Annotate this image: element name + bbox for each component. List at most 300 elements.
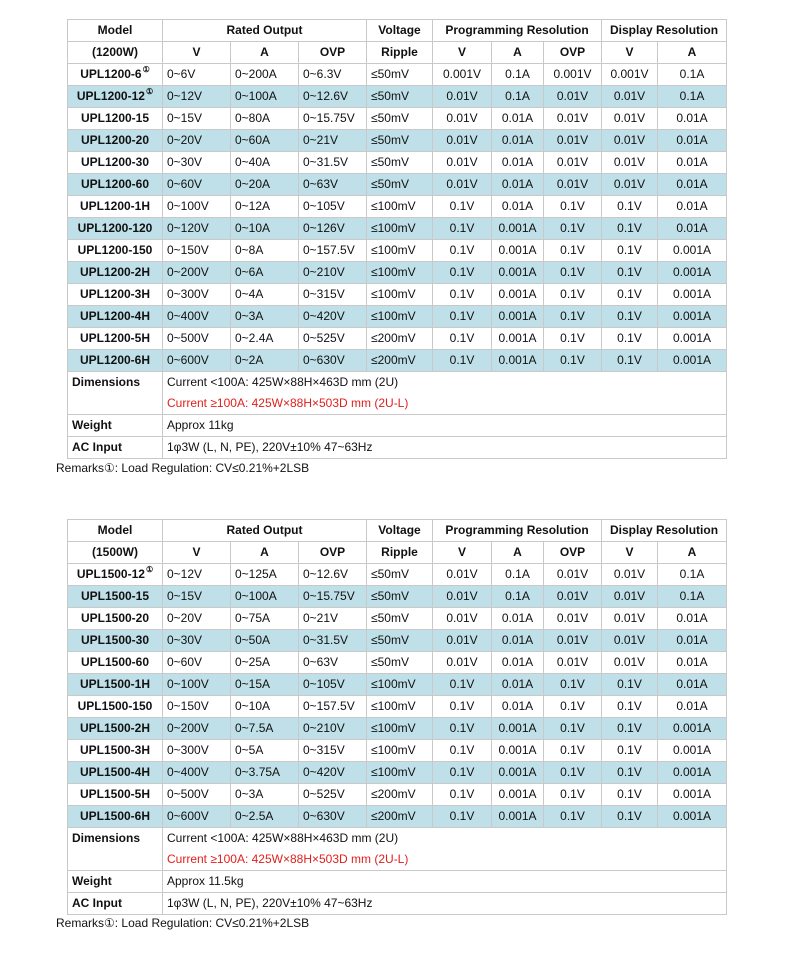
cell-ovp-range: 0~315V — [299, 284, 367, 306]
cell-disp-v: 0.01V — [602, 108, 658, 130]
cell-ripple: ≤200mV — [367, 350, 433, 372]
cell-model — [68, 586, 163, 608]
cell-voltage-range: 0~60V — [163, 652, 231, 674]
cell-prog-ovp: 0.01V — [544, 630, 602, 652]
cell-current-range: 0~6A — [231, 262, 299, 284]
cell-prog-v: 0.1V — [433, 218, 492, 240]
cell-disp-v: 0.1V — [602, 718, 658, 740]
cell-model — [68, 64, 163, 86]
cell-disp-a: 0.01A — [658, 108, 727, 130]
spec-table-1500w — [67, 519, 726, 915]
cell-disp-a: 0.01A — [658, 696, 727, 718]
spec-table-1200w — [67, 19, 726, 459]
cell-ovp-range: 0~21V — [299, 130, 367, 152]
table-row — [68, 262, 727, 284]
cell-ripple: ≤200mV — [367, 328, 433, 350]
cell-disp-a: 0.001A — [658, 262, 727, 284]
cell-prog-ovp: 0.01V — [544, 174, 602, 196]
cell-prog-v: 0.1V — [433, 806, 492, 828]
cell-voltage-range: 0~150V — [163, 696, 231, 718]
cell-disp-a: 0.01A — [658, 630, 727, 652]
cell-ovp-range: 0~126V — [299, 218, 367, 240]
cell-voltage-range: 0~60V — [163, 174, 231, 196]
cell-current-range: 0~5A — [231, 740, 299, 762]
model-name: UPL1500-150 — [77, 699, 153, 713]
cell-prog-a: 0.1A — [492, 86, 544, 108]
table-body — [68, 564, 727, 828]
cell-disp-a: 0.01A — [658, 196, 727, 218]
cell-disp-v: 0.01V — [602, 652, 658, 674]
cell-current-range: 0~3.75A — [231, 762, 299, 784]
ac-input-label: AC Input — [68, 893, 163, 915]
cell-prog-ovp: 0.1V — [544, 784, 602, 806]
cell-voltage-range: 0~20V — [163, 608, 231, 630]
model-name: UPL1500-2H — [79, 721, 151, 735]
header-v: V — [163, 42, 231, 64]
header-a: A — [231, 542, 299, 564]
cell-voltage-range: 0~30V — [163, 152, 231, 174]
cell-model — [68, 564, 163, 586]
cell-current-range: 0~8A — [231, 240, 299, 262]
cell-prog-a: 0.1A — [492, 586, 544, 608]
cell-prog-v: 0.01V — [433, 608, 492, 630]
header-voltage: Voltage — [367, 520, 433, 542]
cell-voltage-range: 0~500V — [163, 328, 231, 350]
cell-voltage-range: 0~12V — [163, 86, 231, 108]
cell-prog-a: 0.001A — [492, 306, 544, 328]
table-row — [68, 240, 727, 262]
cell-voltage-range: 0~400V — [163, 306, 231, 328]
cell-prog-ovp: 0.01V — [544, 586, 602, 608]
cell-model — [68, 306, 163, 328]
cell-disp-a: 0.001A — [658, 740, 727, 762]
cell-voltage-range: 0~15V — [163, 586, 231, 608]
cell-prog-v: 0.1V — [433, 328, 492, 350]
cell-voltage-range: 0~600V — [163, 806, 231, 828]
cell-model — [68, 262, 163, 284]
table-row — [68, 350, 727, 372]
cell-ripple: ≤100mV — [367, 718, 433, 740]
cell-disp-a: 0.01A — [658, 674, 727, 696]
header-display-resolution: Display Resolution — [602, 520, 727, 542]
cell-disp-v: 0.01V — [602, 130, 658, 152]
header-series: (1200W) — [68, 42, 163, 64]
remark-1500w: Remarks①: Load Regulation: CV≤0.21%+2LSB — [56, 916, 310, 930]
header-row-2 — [68, 542, 727, 564]
cell-prog-a: 0.01A — [492, 652, 544, 674]
cell-ovp-range: 0~157.5V — [299, 696, 367, 718]
cell-current-range: 0~75A — [231, 608, 299, 630]
cell-disp-a: 0.1A — [658, 564, 727, 586]
cell-current-range: 0~2.5A — [231, 806, 299, 828]
cell-prog-v: 0.01V — [433, 564, 492, 586]
cell-prog-ovp: 0.1V — [544, 740, 602, 762]
model-name: UPL1500-20 — [80, 611, 150, 625]
cell-prog-ovp: 0.1V — [544, 696, 602, 718]
cell-prog-a: 0.001A — [492, 740, 544, 762]
cell-prog-a: 0.001A — [492, 218, 544, 240]
cell-ripple: ≤100mV — [367, 196, 433, 218]
header-rated-output: Rated Output — [163, 20, 367, 42]
cell-disp-v: 0.1V — [602, 262, 658, 284]
dimensions-row — [68, 372, 727, 394]
cell-ripple: ≤50mV — [367, 108, 433, 130]
cell-prog-a: 0.001A — [492, 262, 544, 284]
cell-prog-a: 0.01A — [492, 130, 544, 152]
cell-prog-a: 0.01A — [492, 630, 544, 652]
table-row — [68, 196, 727, 218]
cell-ripple: ≤200mV — [367, 806, 433, 828]
cell-prog-a: 0.001A — [492, 784, 544, 806]
cell-disp-v: 0.1V — [602, 284, 658, 306]
header-prog-a: A — [492, 42, 544, 64]
cell-voltage-range: 0~100V — [163, 674, 231, 696]
cell-model — [68, 174, 163, 196]
dimensions-value-2: Current ≥100A: 425W×88H×503D mm (2U-L) — [163, 849, 727, 871]
header-model: Model — [68, 20, 163, 42]
cell-prog-v: 0.01V — [433, 108, 492, 130]
cell-prog-v: 0.1V — [433, 240, 492, 262]
cell-disp-v: 0.01V — [602, 630, 658, 652]
cell-current-range: 0~4A — [231, 284, 299, 306]
model-name: UPL1200-12 — [76, 89, 145, 103]
cell-prog-v: 0.01V — [433, 174, 492, 196]
cell-prog-ovp: 0.1V — [544, 718, 602, 740]
cell-prog-ovp: 0.01V — [544, 564, 602, 586]
cell-disp-v: 0.001V — [602, 64, 658, 86]
table-row — [68, 328, 727, 350]
header-row-1 — [68, 20, 727, 42]
cell-prog-ovp: 0.1V — [544, 674, 602, 696]
cell-ripple: ≤100mV — [367, 240, 433, 262]
header-row-1 — [68, 520, 727, 542]
cell-prog-a: 0.001A — [492, 350, 544, 372]
cell-disp-v: 0.01V — [602, 564, 658, 586]
model-name: UPL1200-3H — [79, 287, 151, 301]
weight-value: Approx 11.5kg — [163, 871, 727, 893]
cell-model — [68, 86, 163, 108]
cell-model — [68, 674, 163, 696]
cell-prog-v: 0.1V — [433, 674, 492, 696]
cell-model — [68, 196, 163, 218]
table-row — [68, 630, 727, 652]
table-row — [68, 130, 727, 152]
header-ripple: Ripple — [367, 42, 433, 64]
table-row — [68, 674, 727, 696]
model-name: UPL1500-6H — [79, 809, 151, 823]
cell-prog-ovp: 0.1V — [544, 306, 602, 328]
table-footer — [68, 828, 727, 915]
model-name: UPL1200-6H — [79, 353, 151, 367]
cell-ripple: ≤50mV — [367, 564, 433, 586]
weight-row — [68, 871, 727, 893]
remark-1200w: Remarks①: Load Regulation: CV≤0.21%+2LSB — [56, 461, 310, 475]
cell-ovp-range: 0~210V — [299, 262, 367, 284]
cell-ripple: ≤100mV — [367, 696, 433, 718]
cell-disp-v: 0.1V — [602, 196, 658, 218]
cell-model — [68, 696, 163, 718]
model-note-marker: ① — [145, 565, 154, 574]
cell-ripple: ≤100mV — [367, 674, 433, 696]
cell-prog-a: 0.001A — [492, 718, 544, 740]
cell-model — [68, 784, 163, 806]
cell-disp-v: 0.01V — [602, 586, 658, 608]
cell-ripple: ≤100mV — [367, 284, 433, 306]
model-name: UPL1200-1H — [79, 199, 151, 213]
model-note-marker: ① — [142, 65, 150, 74]
cell-prog-a: 0.01A — [492, 696, 544, 718]
cell-prog-v: 0.01V — [433, 152, 492, 174]
cell-ovp-range: 0~21V — [299, 608, 367, 630]
header-prog-a: A — [492, 542, 544, 564]
table-row — [68, 284, 727, 306]
cell-ripple: ≤50mV — [367, 608, 433, 630]
cell-model — [68, 240, 163, 262]
cell-disp-a: 0.001A — [658, 328, 727, 350]
cell-voltage-range: 0~200V — [163, 262, 231, 284]
cell-current-range: 0~12A — [231, 196, 299, 218]
header-disp-v: V — [602, 42, 658, 64]
cell-prog-a: 0.01A — [492, 608, 544, 630]
cell-model — [68, 108, 163, 130]
cell-voltage-range: 0~300V — [163, 284, 231, 306]
cell-voltage-range: 0~150V — [163, 240, 231, 262]
table-footer — [68, 372, 727, 459]
header-programming-resolution: Programming Resolution — [433, 20, 602, 42]
table-row — [68, 152, 727, 174]
cell-prog-v: 0.1V — [433, 718, 492, 740]
cell-ovp-range: 0~6.3V — [299, 64, 367, 86]
cell-ripple: ≤100mV — [367, 306, 433, 328]
cell-voltage-range: 0~300V — [163, 740, 231, 762]
model-name: UPL1200-30 — [80, 155, 150, 169]
cell-prog-a: 0.01A — [492, 108, 544, 130]
cell-ovp-range: 0~15.75V — [299, 586, 367, 608]
cell-prog-v: 0.1V — [433, 262, 492, 284]
model-name: UPL1500-60 — [80, 655, 150, 669]
dimensions-value-2: Current ≥100A: 425W×88H×503D mm (2U-L) — [163, 393, 727, 415]
cell-prog-ovp: 0.1V — [544, 762, 602, 784]
cell-voltage-range: 0~200V — [163, 718, 231, 740]
cell-current-range: 0~10A — [231, 696, 299, 718]
cell-prog-a: 0.1A — [492, 64, 544, 86]
cell-prog-v: 0.01V — [433, 86, 492, 108]
header-disp-a: A — [658, 42, 727, 64]
cell-model — [68, 328, 163, 350]
cell-disp-a: 0.001A — [658, 784, 727, 806]
cell-prog-v: 0.1V — [433, 696, 492, 718]
cell-current-range: 0~40A — [231, 152, 299, 174]
cell-current-range: 0~100A — [231, 586, 299, 608]
cell-current-range: 0~60A — [231, 130, 299, 152]
header-ovp: OVP — [299, 42, 367, 64]
cell-voltage-range: 0~30V — [163, 630, 231, 652]
cell-voltage-range: 0~400V — [163, 762, 231, 784]
cell-ovp-range: 0~210V — [299, 718, 367, 740]
cell-prog-ovp: 0.1V — [544, 284, 602, 306]
table-row — [68, 108, 727, 130]
weight-label: Weight — [68, 871, 163, 893]
cell-prog-a: 0.01A — [492, 196, 544, 218]
dimensions-row-2 — [68, 393, 727, 415]
header-ripple: Ripple — [367, 542, 433, 564]
cell-current-range: 0~3A — [231, 306, 299, 328]
cell-ovp-range: 0~105V — [299, 196, 367, 218]
cell-ovp-range: 0~420V — [299, 762, 367, 784]
cell-prog-v: 0.1V — [433, 762, 492, 784]
cell-ovp-range: 0~63V — [299, 174, 367, 196]
cell-prog-a: 0.001A — [492, 284, 544, 306]
table-row — [68, 762, 727, 784]
cell-current-range: 0~2.4A — [231, 328, 299, 350]
cell-ripple: ≤50mV — [367, 152, 433, 174]
weight-row — [68, 415, 727, 437]
header-v: V — [163, 542, 231, 564]
cell-current-range: 0~100A — [231, 86, 299, 108]
cell-current-range: 0~200A — [231, 64, 299, 86]
cell-prog-v: 0.01V — [433, 130, 492, 152]
cell-model — [68, 218, 163, 240]
header-rated-output: Rated Output — [163, 520, 367, 542]
cell-current-range: 0~15A — [231, 674, 299, 696]
model-name: UPL1200-60 — [80, 177, 150, 191]
table-row — [68, 306, 727, 328]
cell-prog-a: 0.1A — [492, 564, 544, 586]
cell-ovp-range: 0~105V — [299, 674, 367, 696]
cell-prog-a: 0.01A — [492, 174, 544, 196]
cell-disp-a: 0.01A — [658, 130, 727, 152]
model-name: UPL1200-5H — [79, 331, 151, 345]
cell-disp-v: 0.1V — [602, 740, 658, 762]
cell-disp-v: 0.01V — [602, 174, 658, 196]
ac-input-value: 1φ3W (L, N, PE), 220V±10% 47~63Hz — [163, 437, 727, 459]
cell-ripple: ≤100mV — [367, 218, 433, 240]
cell-current-range: 0~80A — [231, 108, 299, 130]
table-row — [68, 718, 727, 740]
cell-ovp-range: 0~31.5V — [299, 152, 367, 174]
cell-disp-a: 0.001A — [658, 284, 727, 306]
cell-disp-a: 0.01A — [658, 608, 727, 630]
cell-voltage-range: 0~12V — [163, 564, 231, 586]
cell-current-range: 0~3A — [231, 784, 299, 806]
cell-voltage-range: 0~100V — [163, 196, 231, 218]
cell-prog-ovp: 0.01V — [544, 152, 602, 174]
cell-disp-a: 0.001A — [658, 350, 727, 372]
cell-ovp-range: 0~12.6V — [299, 564, 367, 586]
cell-model — [68, 608, 163, 630]
table-row — [68, 784, 727, 806]
cell-disp-a: 0.1A — [658, 64, 727, 86]
cell-disp-a: 0.01A — [658, 652, 727, 674]
cell-ripple: ≤50mV — [367, 174, 433, 196]
table-row — [68, 174, 727, 196]
ac-input-label: AC Input — [68, 437, 163, 459]
cell-disp-v: 0.1V — [602, 240, 658, 262]
cell-voltage-range: 0~120V — [163, 218, 231, 240]
cell-disp-a: 0.1A — [658, 86, 727, 108]
dimensions-label: Dimensions — [68, 828, 163, 871]
header-disp-v: V — [602, 542, 658, 564]
header-prog-v: V — [433, 42, 492, 64]
cell-model — [68, 284, 163, 306]
cell-ripple: ≤200mV — [367, 784, 433, 806]
cell-prog-ovp: 0.001V — [544, 64, 602, 86]
model-name: UPL1200-20 — [80, 133, 150, 147]
dimensions-label: Dimensions — [68, 372, 163, 415]
cell-ripple: ≤100mV — [367, 762, 433, 784]
cell-disp-a: 0.01A — [658, 152, 727, 174]
table-row — [68, 652, 727, 674]
cell-model — [68, 740, 163, 762]
cell-model — [68, 350, 163, 372]
table-row — [68, 806, 727, 828]
cell-ripple: ≤50mV — [367, 130, 433, 152]
model-name: UPL1500-12 — [76, 567, 145, 581]
cell-prog-ovp: 0.01V — [544, 608, 602, 630]
cell-disp-v: 0.1V — [602, 762, 658, 784]
cell-ovp-range: 0~420V — [299, 306, 367, 328]
header-prog-ovp: OVP — [544, 542, 602, 564]
cell-current-range: 0~25A — [231, 652, 299, 674]
cell-voltage-range: 0~15V — [163, 108, 231, 130]
cell-disp-v: 0.1V — [602, 696, 658, 718]
model-note-marker: ① — [145, 87, 154, 96]
cell-prog-ovp: 0.01V — [544, 108, 602, 130]
cell-prog-a: 0.01A — [492, 152, 544, 174]
cell-ovp-range: 0~15.75V — [299, 108, 367, 130]
cell-ovp-range: 0~630V — [299, 350, 367, 372]
cell-ovp-range: 0~157.5V — [299, 240, 367, 262]
cell-disp-a: 0.001A — [658, 240, 727, 262]
cell-ovp-range: 0~31.5V — [299, 630, 367, 652]
table-row — [68, 218, 727, 240]
cell-model — [68, 130, 163, 152]
model-name: UPL1500-5H — [79, 787, 151, 801]
cell-ovp-range: 0~63V — [299, 652, 367, 674]
cell-prog-v: 0.1V — [433, 740, 492, 762]
cell-prog-ovp: 0.1V — [544, 262, 602, 284]
cell-ovp-range: 0~12.6V — [299, 86, 367, 108]
model-name: UPL1200-2H — [79, 265, 151, 279]
ac-input-row — [68, 437, 727, 459]
cell-prog-a: 0.001A — [492, 328, 544, 350]
table-row — [68, 86, 727, 108]
cell-prog-a: 0.001A — [492, 806, 544, 828]
model-name: UPL1200-15 — [80, 111, 150, 125]
cell-voltage-range: 0~6V — [163, 64, 231, 86]
model-name: UPL1200-4H — [79, 309, 151, 323]
table-row — [68, 608, 727, 630]
cell-ripple: ≤100mV — [367, 740, 433, 762]
dimensions-row — [68, 828, 727, 850]
cell-prog-a: 0.001A — [492, 762, 544, 784]
spec-table — [67, 19, 727, 459]
spec-table — [67, 519, 727, 915]
cell-disp-a: 0.001A — [658, 718, 727, 740]
header-programming-resolution: Programming Resolution — [433, 520, 602, 542]
ac-input-row — [68, 893, 727, 915]
cell-prog-ovp: 0.1V — [544, 328, 602, 350]
weight-value: Approx 11kg — [163, 415, 727, 437]
cell-voltage-range: 0~500V — [163, 784, 231, 806]
cell-disp-a: 0.001A — [658, 806, 727, 828]
cell-ovp-range: 0~315V — [299, 740, 367, 762]
cell-prog-a: 0.01A — [492, 674, 544, 696]
cell-prog-ovp: 0.01V — [544, 130, 602, 152]
header-row-2 — [68, 42, 727, 64]
cell-ripple: ≤50mV — [367, 652, 433, 674]
header-series: (1500W) — [68, 542, 163, 564]
